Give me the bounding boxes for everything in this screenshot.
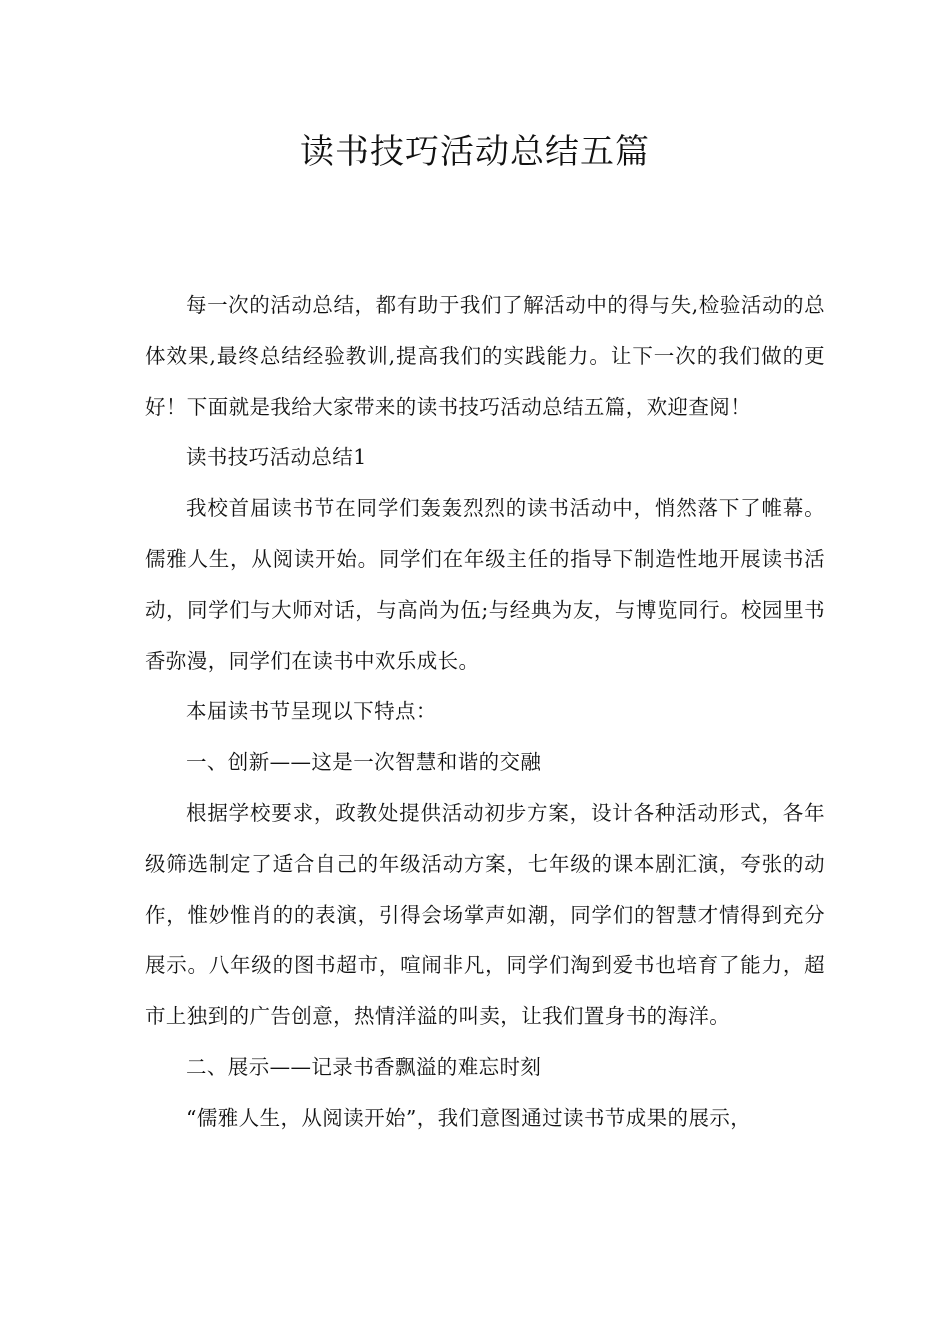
- body-paragraph: 我校首届读书节在同学们轰轰烈烈的读书活动中，悄然落下了帷幕。儒雅人生，从阅读开始。同学们在年级主任的指导下制造性地开展读书活动，同学们与大师对话，与高尚为伍;与经典为友，与博览同行。校园里书香弥漫，同学们在读书中欢乐成长。: [145, 496, 825, 673]
- body-paragraph: 本届读书节呈现以下特点：: [186, 699, 437, 724]
- body-paragraph: 根据学校要求，政教处提供活动初步方案，设计各种活动形式，各年级筛选制定了适合自己的年级活动方案，七年级的课本剧汇演，夸张的动作，惟妙惟肖的的表演，引得会场掌声如潮，同学们的智慧才情得到充分展示。八年级的图书超市，喧闹非凡，同学们淘到爱书也培育了能力，超市上独到的广告创意，热情洋溢的叫卖，让我们置身书的海洋。: [145, 800, 825, 1029]
- subheading: 一、创新——这是一次智慧和谐的交融: [186, 750, 542, 775]
- page-title: 读书技巧活动总结五篇: [300, 132, 650, 172]
- document-body: [145, 280, 825, 1144]
- body-paragraph: “儒雅人生，从阅读开始”，我们意图通过读书节成果的展示，: [186, 1105, 752, 1130]
- section-heading: 读书技巧活动总结1: [186, 445, 367, 470]
- intro-paragraph: 每一次的活动总结，都有助于我们了解活动中的得与失,检验活动的总体效果,最终总结经验教训,提高我们的实践能力。让下一次的我们做的更好！下面就是我给大家带来的读书技巧活动总结五篇，欢迎查阅！: [145, 293, 825, 419]
- subheading: 二、展示——记录书香飘溢的难忘时刻: [186, 1054, 542, 1079]
